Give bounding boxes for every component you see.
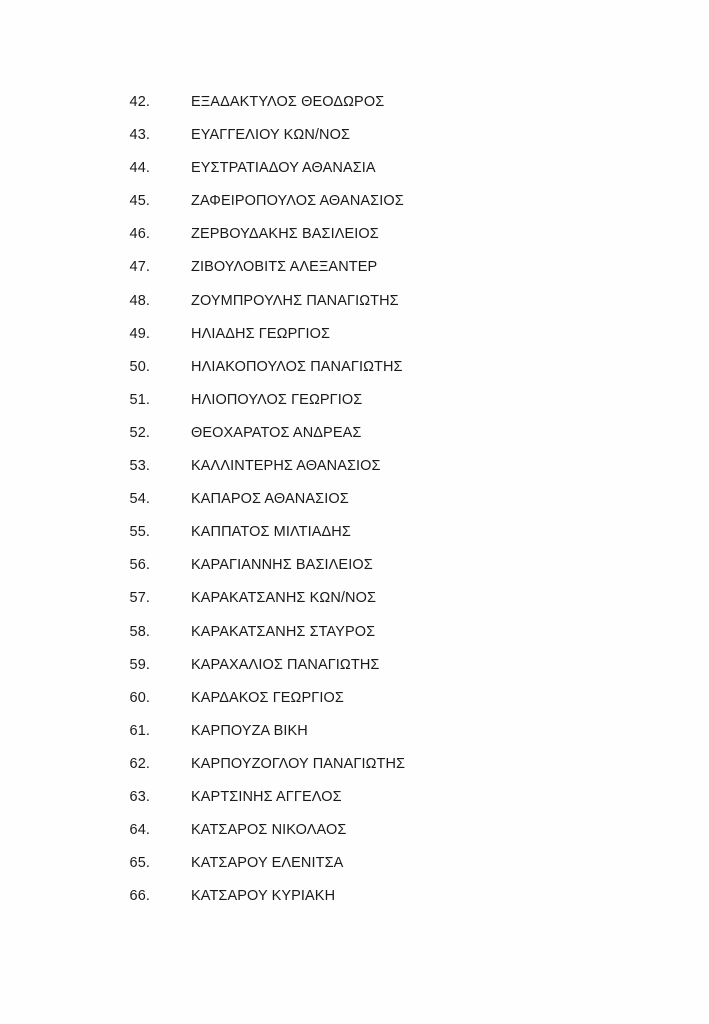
- list-item: [0, 119, 709, 152]
- item-number: 60.: [129, 689, 150, 706]
- list-item: [0, 880, 709, 913]
- item-number: 56.: [129, 557, 150, 574]
- item-number: 45.: [129, 193, 150, 210]
- item-number: 64.: [129, 822, 150, 839]
- item-name: ΗΛΙΑΔΗΣ ΓΕΩΡΓΙΟΣ: [191, 325, 331, 342]
- list-item: [0, 384, 709, 417]
- item-number: 57.: [129, 590, 150, 607]
- item-number: 66.: [129, 888, 150, 905]
- item-number: 62.: [129, 755, 150, 772]
- item-name: ΚΑΡΤΣΙΝΗΣ ΑΓΓΕΛΟΣ: [191, 788, 342, 805]
- item-number: 51.: [129, 391, 150, 408]
- item-name: ΕΞΑΔΑΚΤΥΛΟΣ ΘΕΟΔΩΡΟΣ: [191, 94, 385, 110]
- item-name: ΖΟΥΜΠΡΟΥΛΗΣ ΠΑΝΑΓΙΩΤΗΣ: [191, 292, 399, 309]
- list-item: [0, 185, 709, 218]
- item-number: 47.: [129, 259, 150, 276]
- list-item: [0, 318, 709, 351]
- item-name: ΚΑΡΑΚΑΤΣΑΝΗΣ ΣΤΑΥΡΟΣ: [191, 623, 376, 640]
- item-name: ΚΑΠΑΡΟΣ ΑΘΑΝΑΣΙΟΣ: [191, 491, 349, 508]
- item-name: ΚΑΤΣΑΡΟΥ ΚΥΡΙΑΚΗ: [191, 888, 336, 905]
- name-list: [0, 86, 709, 913]
- item-name: ΚΑΡΠΟΥΖΟΓΛΟΥ ΠΑΝΑΓΙΩΤΗΣ: [191, 755, 406, 772]
- list-item: [0, 483, 709, 516]
- item-name: ΚΑΤΣΑΡΟΥ ΕΛΕΝΙΤΣΑ: [191, 855, 344, 872]
- item-number: 59.: [129, 656, 150, 673]
- item-number: 50.: [129, 358, 150, 375]
- item-number: 46.: [129, 226, 150, 243]
- list-item: [0, 450, 709, 483]
- item-name: ΚΑΛΛΙΝΤΕΡΗΣ ΑΘΑΝΑΣΙΟΣ: [191, 458, 381, 475]
- item-number: 42.: [129, 94, 150, 110]
- list-item: [0, 582, 709, 615]
- item-number: 53.: [129, 458, 150, 475]
- item-name: ΖΙΒΟΥΛΟΒΙΤΣ ΑΛΕΞΑΝΤΕΡ: [191, 259, 378, 276]
- item-name: ΖΕΡΒΟΥΔΑΚΗΣ ΒΑΣΙΛΕΙΟΣ: [191, 226, 379, 243]
- item-name: ΗΛΙΑΚΟΠΟΥΛΟΣ ΠΑΝΑΓΙΩΤΗΣ: [191, 358, 403, 375]
- item-number: 61.: [129, 722, 150, 739]
- item-name: ΚΑΡΑΧΑΛΙΟΣ ΠΑΝΑΓΙΩΤΗΣ: [191, 656, 380, 673]
- list-item: [0, 251, 709, 284]
- list-item: [0, 748, 709, 781]
- item-name: ΘΕΟΧΑΡΑΤΟΣ ΑΝΔΡΕΑΣ: [191, 424, 362, 441]
- item-number: 65.: [129, 855, 150, 872]
- list-item: [0, 781, 709, 814]
- list-item: [0, 86, 709, 119]
- list-item: [0, 218, 709, 251]
- list-item: [0, 649, 709, 682]
- item-name: ΚΑΡΑΚΑΤΣΑΝΗΣ ΚΩΝ/ΝΟΣ: [191, 590, 377, 607]
- item-number: 52.: [129, 424, 150, 441]
- list-item: [0, 715, 709, 748]
- list-item: [0, 417, 709, 450]
- item-number: 58.: [129, 623, 150, 640]
- item-number: 55.: [129, 524, 150, 541]
- item-name: ΖΑΦΕΙΡΟΠΟΥΛΟΣ ΑΘΑΝΑΣΙΟΣ: [191, 193, 404, 210]
- item-name: ΚΑΡΑΓΙΑΝΝΗΣ ΒΑΣΙΛΕΙΟΣ: [191, 557, 373, 574]
- item-number: 49.: [129, 325, 150, 342]
- list-item: [0, 682, 709, 715]
- item-name: ΕΥΑΓΓΕΛΙΟΥ ΚΩΝ/ΝΟΣ: [191, 127, 351, 144]
- item-name: ΚΑΡΔΑΚΟΣ ΓΕΩΡΓΙΟΣ: [191, 689, 344, 706]
- item-name: ΕΥΣΤΡΑΤΙΑΔΟΥ ΑΘΑΝΑΣΙΑ: [191, 160, 376, 177]
- item-name: ΚΑΡΠΟΥΖΑ ΒΙΚΗ: [191, 722, 308, 739]
- list-item: [0, 814, 709, 847]
- list-item: [0, 616, 709, 649]
- item-name: ΚΑΠΠΑΤΟΣ ΜΙΛΤΙΑΔΗΣ: [191, 524, 351, 541]
- item-number: 44.: [129, 160, 150, 177]
- list-item: [0, 516, 709, 549]
- list-item: [0, 152, 709, 185]
- item-number: 48.: [129, 292, 150, 309]
- list-item: [0, 285, 709, 318]
- list-item: [0, 847, 709, 880]
- item-number: 54.: [129, 491, 150, 508]
- item-number: 43.: [129, 127, 150, 144]
- list-item: [0, 351, 709, 384]
- list-item: [0, 549, 709, 582]
- item-name: ΗΛΙΟΠΟΥΛΟΣ ΓΕΩΡΓΙΟΣ: [191, 391, 363, 408]
- item-name: ΚΑΤΣΑΡΟΣ ΝΙΚΟΛΑΟΣ: [191, 822, 347, 839]
- item-number: 63.: [129, 788, 150, 805]
